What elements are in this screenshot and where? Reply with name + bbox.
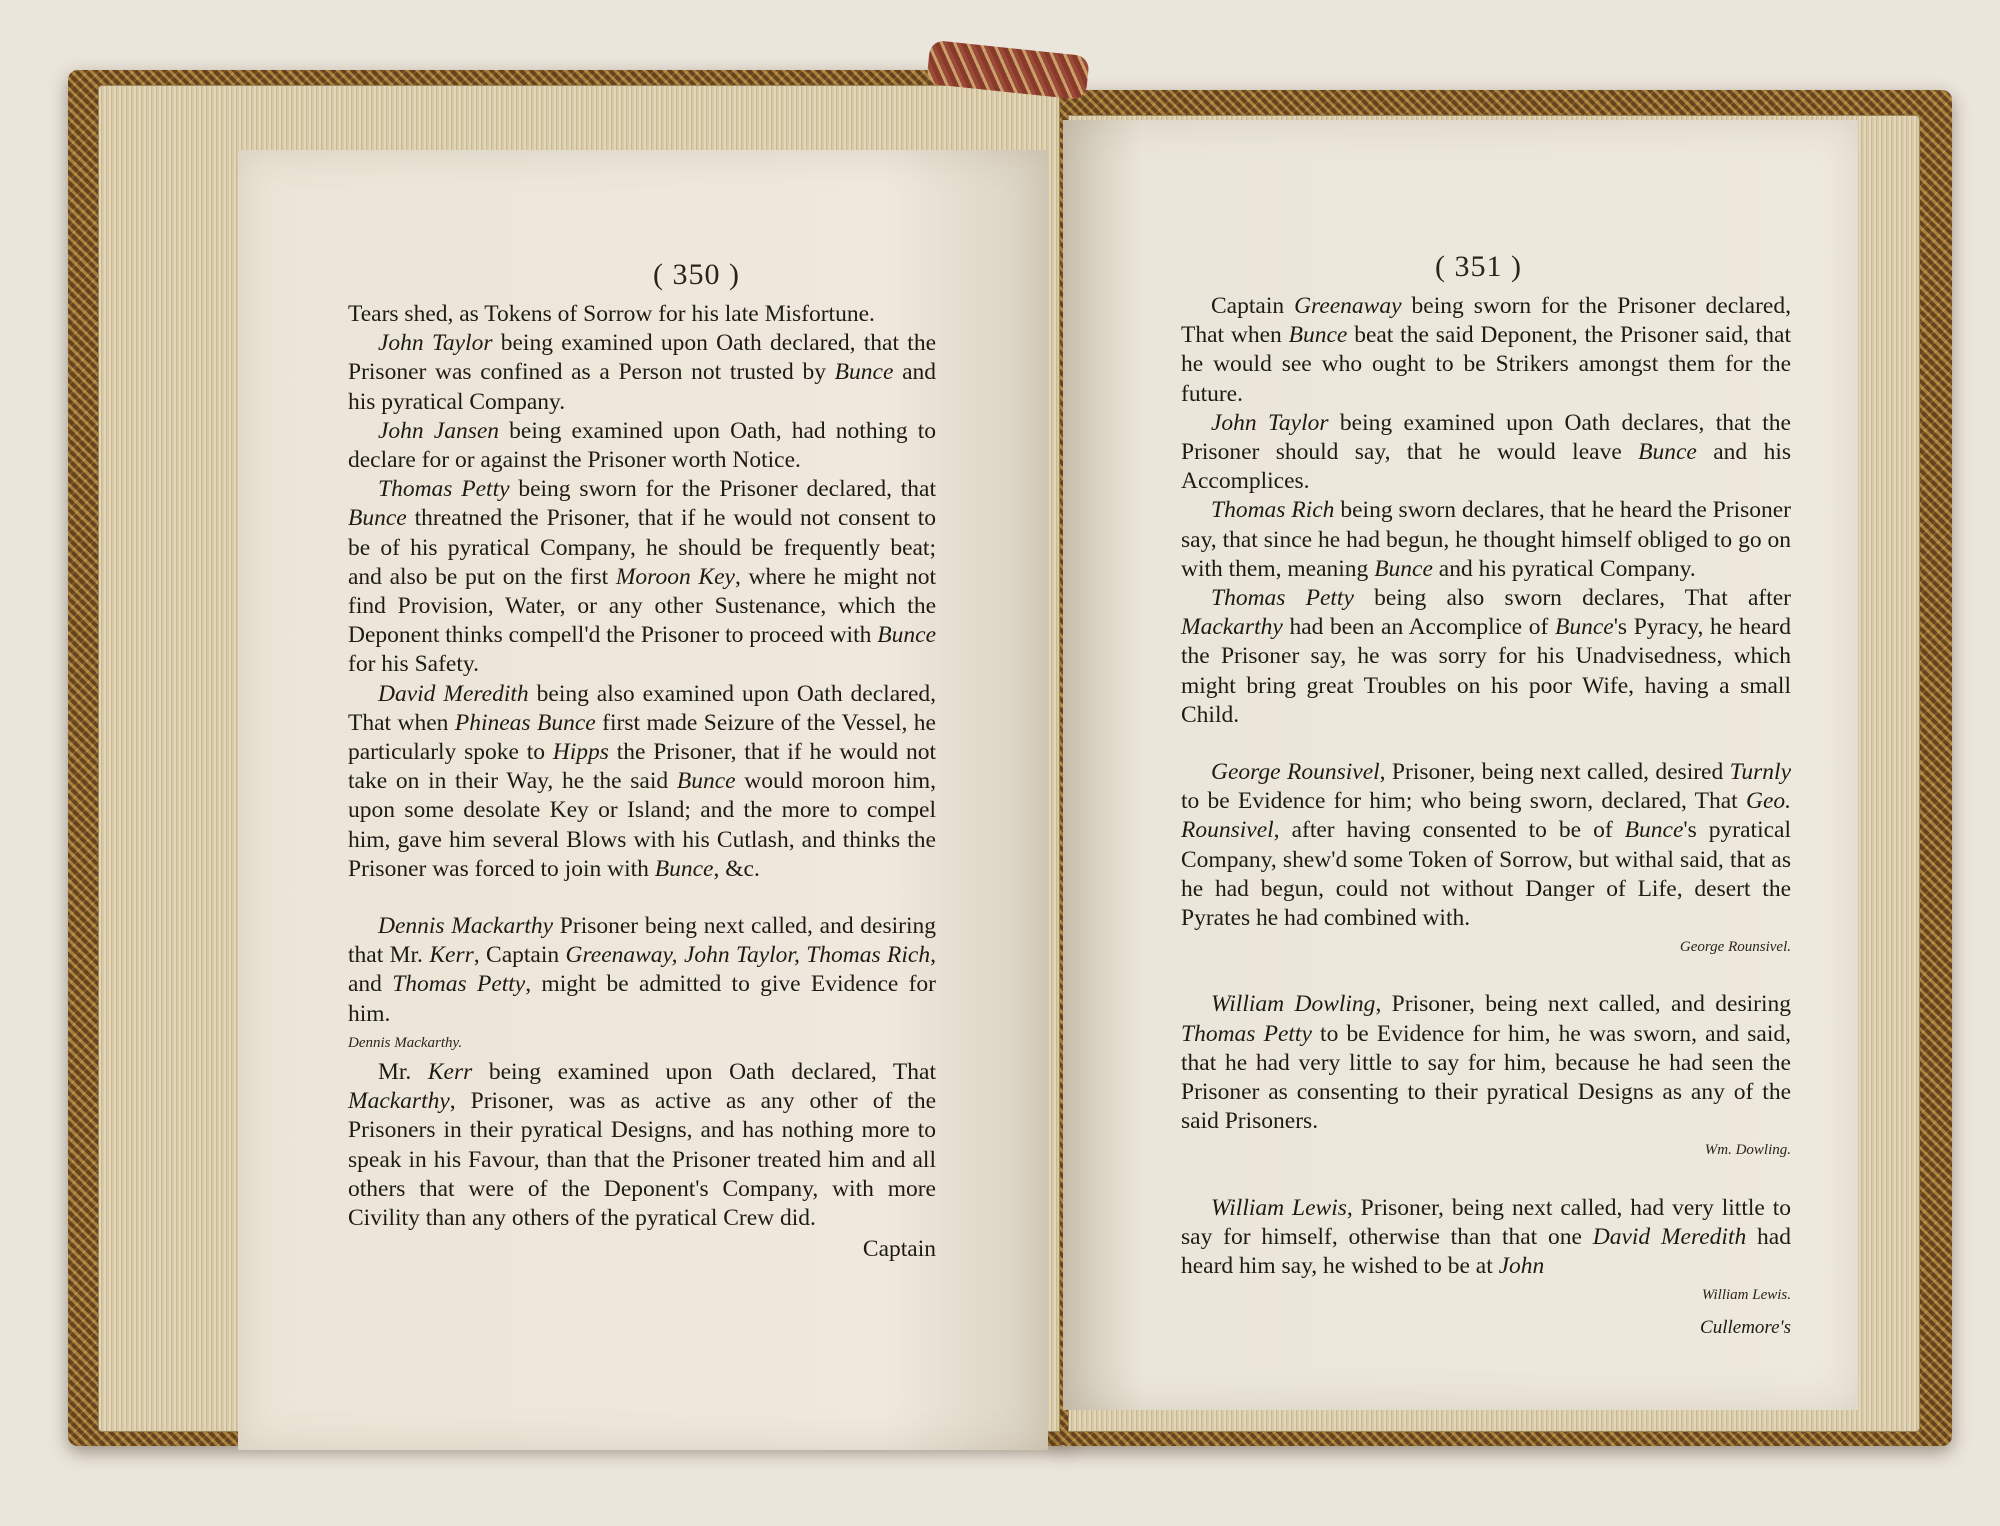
paragraph-text: being sworn declares, that he heard the Prisoner say, that since he had begun, he thought himself obliged to go on with them, meaning [1181, 497, 1792, 582]
person-name: David Meredith [1592, 1223, 1747, 1250]
paragraph [1181, 1194, 1791, 1282]
person-name: Bunce [877, 622, 936, 649]
person-name: Bunce [654, 855, 714, 882]
catchword: Captain [862, 1236, 936, 1263]
paragraph [1181, 584, 1791, 730]
person-name: Mackarthy [348, 1088, 450, 1115]
paragraph [348, 329, 936, 417]
person-name: John [1498, 1253, 1545, 1280]
paragraph-text: and his Accomplices. [1181, 439, 1791, 495]
person-name: Phineas Bunce [454, 709, 596, 736]
person-name: Kerr [427, 1059, 473, 1086]
paragraph-text: and his pyratical Company. [1432, 555, 1696, 582]
person-name: John Jansen [378, 417, 500, 444]
person-name: Bunce [1288, 322, 1348, 349]
paragraph [1181, 292, 1791, 409]
right-page-text [1181, 292, 1791, 1342]
left-page [238, 150, 1048, 1450]
paragraph-text: 's Pyracy, he heard the Prisoner say, he was sorry for his Unadvisedness, which might bring great Troubles on his poor Wife, having a small Child. [1181, 614, 1792, 728]
paragraph-text: , where he might not find Provision, Water, or any other Sustenance, which the Deponent thinks compell'd the Prisoner to proceed with [348, 563, 937, 649]
paragraph-text: , Prisoner, being next called, desired [1379, 759, 1730, 786]
paragraph [348, 912, 936, 1029]
paragraph-text: had been an Accomplice of [1282, 614, 1555, 641]
paragraph-text: being sworn for the Prisoner declared, that [509, 476, 936, 503]
paragraph [348, 475, 936, 679]
person-name: Bunce [348, 505, 407, 532]
paragraph-text: being sworn for the Prisoner declared, That when [1181, 293, 1791, 349]
margin-note: William Lewis. [1701, 1287, 1791, 1304]
person-name: John Taylor [1211, 409, 1329, 436]
left-page-text [348, 300, 936, 1265]
person-name: Greenaway, John Taylor, Thomas Rich, [565, 942, 936, 969]
paragraph-text: , Prisoner, being next called, had very little to say for himself, otherwise than that one [1181, 1194, 1792, 1250]
person-name: Thomas Rich [1211, 497, 1335, 524]
person-name: Thomas Petty [1181, 1020, 1312, 1047]
paragraph-text: 's pyratical Company, shew'd some Token of Sorrow, but withal said, that as he had begun, could not without Danger of Life, desert the Pyrates he had combined with. [1181, 817, 1791, 932]
paragraph-text: , after having consented to be of [1273, 817, 1625, 844]
catchword: Cullemore's [1700, 1316, 1791, 1338]
paragraph-text: would moroon him, upon some desolate Key or Island; and the more to compel him, gave him several Blows with his Cutlash, and thinks the Prisoner was forced to join with [348, 768, 936, 882]
paragraph-text: had heard him say, he wished to be at [1181, 1223, 1791, 1280]
person-name: Dennis Mackarthy [378, 913, 554, 940]
person-name: Geo. Rounsivel [1181, 788, 1791, 844]
paragraph-text: Mr. [378, 1059, 428, 1086]
person-name: David Meredith [378, 680, 529, 707]
paragraph: Tears shed, as Tokens of Sorrow for his late Misfortune. [348, 301, 875, 327]
paragraph [1181, 409, 1791, 497]
person-name: Thomas Petty [1211, 585, 1354, 612]
paragraph-text: to be Evidence for him; who being sworn, declared, That [1181, 788, 1746, 815]
paragraph-text: , Prisoner, was as active as any other of the Prisoners in their pyratical Designs, and has nothing more to speak in his Favour, than that the Prisoner treated him and all others that were of the Deponent's Company, with more Civility than any others of the pyratical Crew did. [348, 1088, 936, 1232]
person-name: Turnly [1729, 759, 1792, 786]
person-name: Bunce [1638, 439, 1697, 466]
paragraph-text: being examined upon Oath declared, that the Prisoner was confined as a Person not trusted by [348, 330, 936, 386]
person-name: William Dowling [1211, 991, 1376, 1018]
paragraph-text: being examined upon Oath declares, that the Prisoner should say, that he would leave [1181, 409, 1791, 466]
person-name: John Taylor [378, 330, 493, 357]
person-name: Bunce [676, 768, 736, 795]
person-name: Kerr [429, 942, 474, 969]
person-name: Mackarthy [1181, 614, 1283, 641]
paragraph-text: , Captain [473, 942, 566, 969]
margin-note: Wm. Dowling. [1704, 1142, 1791, 1159]
paragraph-text: being examined upon Oath declared, That [472, 1059, 936, 1086]
paragraph-text: and [348, 971, 393, 998]
person-name: Thomas Petty [378, 476, 510, 503]
paragraph [348, 417, 936, 475]
paragraph-text: first made Seizure of the Vessel, he particularly spoke to [348, 709, 936, 766]
paragraph-text: being also examined upon Oath declared, That when [348, 680, 937, 736]
person-name: Greenaway [1294, 293, 1402, 319]
margin-note: Dennis Mackarthy. [348, 1034, 463, 1051]
paragraph-text: being examined upon Oath, had nothing to declare for or against the Prisoner worth Notice. [348, 417, 937, 474]
paragraph-text: , Prisoner, being next called, and desiring [1375, 991, 1791, 1018]
paragraph [348, 1058, 936, 1233]
person-name: George Rounsivel [1211, 759, 1380, 786]
paragraph [1181, 990, 1791, 1136]
person-name: Bunce [1554, 614, 1614, 641]
person-name: William Lewis [1211, 1194, 1347, 1221]
paragraph-text: to be Evidence for him, he was sworn, and said, that he had very little to say for him, because he had seen the Prisoner as consenting to their pyratical Designs as any of the said Prisoners. [1181, 1020, 1791, 1135]
paragraph [1181, 758, 1791, 933]
paragraph-text: beat the said Deponent, the Prisoner said, that he would see who ought to be Strikers amongst them for the future. [1181, 322, 1791, 407]
right-page [1063, 120, 1858, 1410]
paragraph-text: Prisoner being next called, and desiring that Mr. [348, 913, 937, 969]
paragraph [348, 680, 936, 884]
paragraph-text: , might be admitted to give Evidence for him. [348, 971, 937, 1027]
paragraph-text: the Prisoner, that if he would not take on in their Way, he the said [348, 739, 936, 795]
person-name: Bunce [1374, 555, 1433, 582]
margin-note: George Rounsivel. [1679, 939, 1791, 956]
person-name: Hipps [552, 739, 609, 766]
paragraph-text: being also sworn declares, That after [1353, 585, 1791, 612]
paragraph [1181, 496, 1791, 584]
open-book [68, 60, 1952, 1460]
paragraph-text: threatned the Prisoner, that if he would not consent to be of his pyratical Company, he should be frequently beat; and also be put on the first [348, 505, 936, 590]
place-name: Moroon Key [615, 563, 735, 590]
paragraph-text: Captain [1211, 293, 1295, 319]
page-number-right: ( 351 ) [1435, 250, 1522, 283]
person-name: Bunce [1624, 817, 1684, 844]
page-number-left: ( 350 ) [653, 258, 740, 291]
person-name: Thomas Petty [392, 971, 526, 998]
paragraph-text: for his Safety. [348, 651, 479, 678]
person-name: Bunce [834, 359, 894, 386]
paragraph-text: , &c. [713, 855, 760, 882]
paragraph-text: and his pyratical Company. [348, 359, 936, 415]
